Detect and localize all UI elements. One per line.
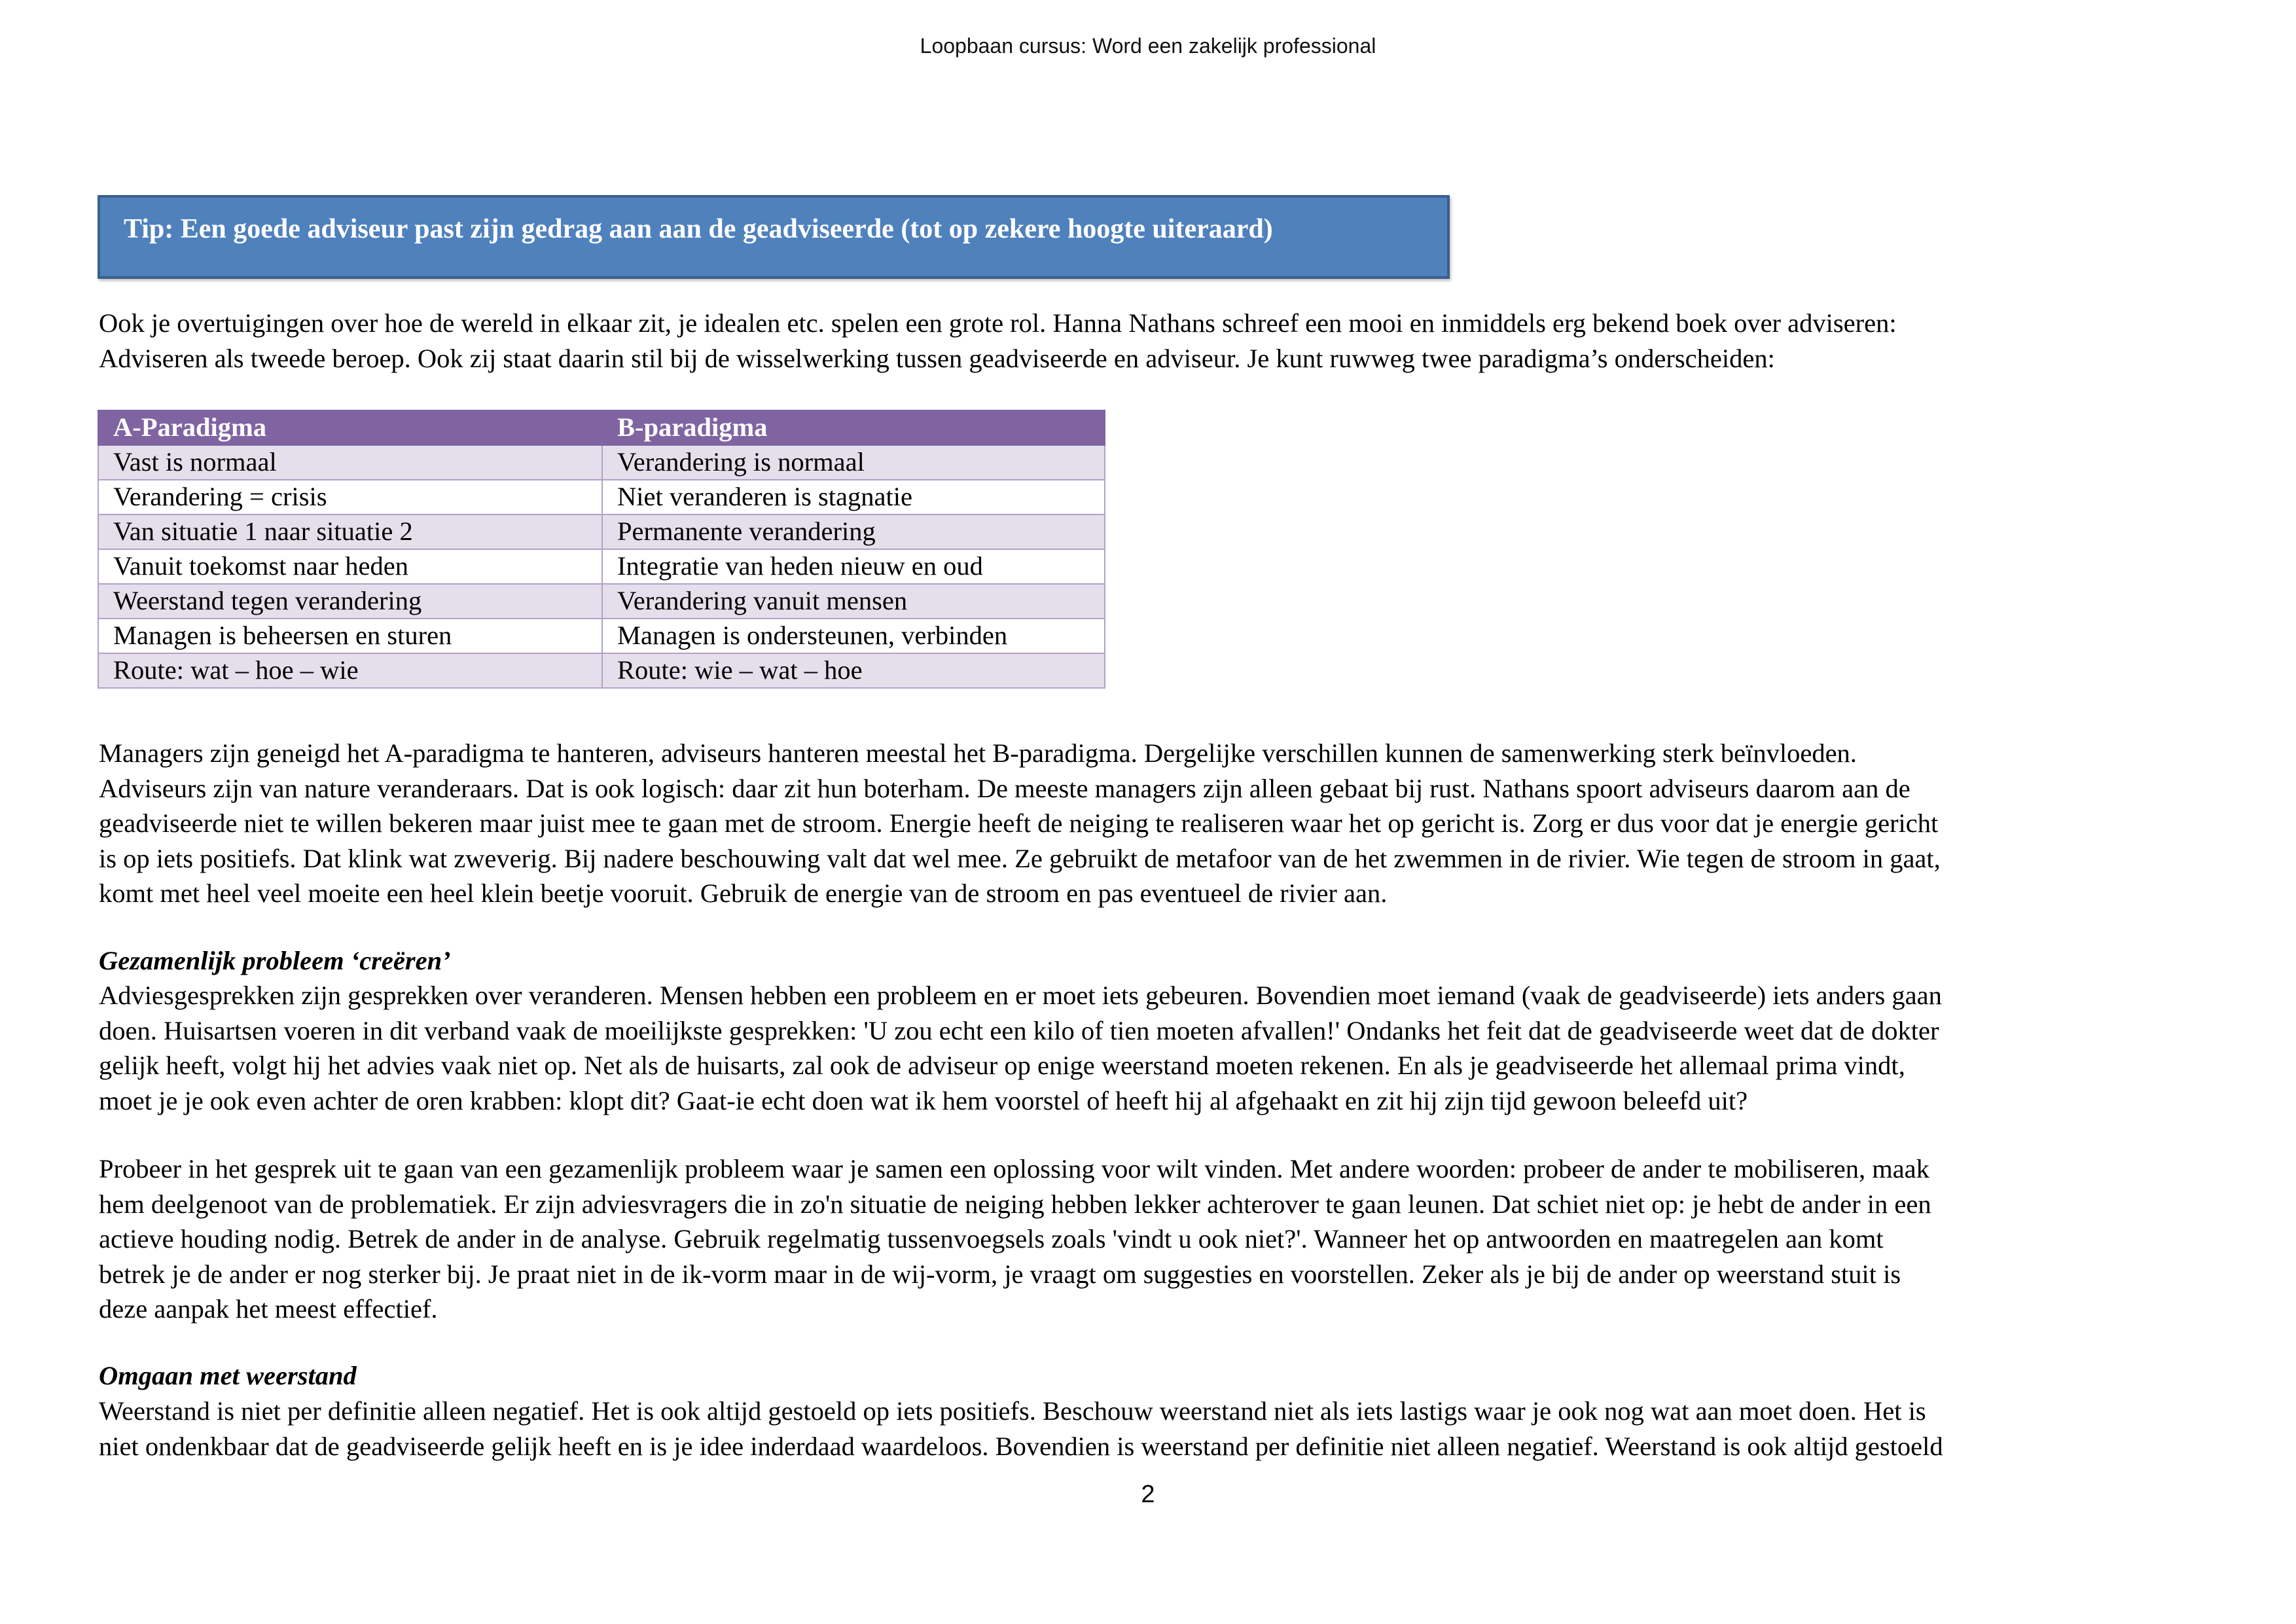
- section-heading: Omgaan met weerstand: [99, 1361, 357, 1390]
- text-line: Managers zijn geneigd het A-paradigma te hanteren, adviseurs hanteren meestal het B-paradigma. Dergelijke verschillen kunnen de samenwerking sterk beïnvloeden.: [99, 738, 1857, 768]
- weerstand-paragraph: [99, 1394, 2200, 1464]
- table-row: [98, 480, 1105, 514]
- text-line: Adviesgesprekken zijn gesprekken over veranderen. Mensen hebben een probleem en er moet iets gebeuren. Bovendien moet iemand (vaak de geadviseerde) iets anders gaan: [99, 981, 1942, 1010]
- tip-box: [98, 195, 1450, 279]
- table-cell: Route: wat – hoe – wie: [98, 653, 602, 688]
- text-line: doen. Huisartsen voeren in dit verband vaak de moeilijkste gesprekken: 'U zou echt een kilo of tien moeten afvallen!' Ondanks het feit dat de geadviseerde weet dat de dokter: [99, 1015, 1939, 1045]
- advies-paragraph: [99, 978, 2200, 1118]
- table-cell: Managen is ondersteunen, verbinden: [602, 619, 1105, 653]
- text-line: actieve houding nodig. Betrek de ander in de analyse. Gebruik regelmatig tussenvoegsels zoals 'vindt u ook niet?'. Wanneer het op antwoorden en maatregelen aan komt: [99, 1224, 1884, 1254]
- table-row: [98, 549, 1105, 584]
- table-cell: Verandering vanuit mensen: [602, 584, 1105, 619]
- text-line: betrek je de ander er nog sterker bij. Je praat niet in de ik-vorm maar in de wij-vorm, je vraagt om suggesties en voorstellen. Zeker als je bij de ander op weerstand stuit is: [99, 1259, 1901, 1289]
- text-line: hem deelgenoot van de problematiek. Er zijn adviesvragers die in zo'n situatie de neiging hebben lekker achterover te gaan leunen. Dat schiet niet op: je hebt de ander in een: [99, 1189, 1931, 1219]
- table-cell: Permanente verandering: [602, 514, 1105, 549]
- table-row: [98, 445, 1105, 480]
- table-cell: Niet veranderen is stagnatie: [602, 480, 1105, 514]
- section-heading: Gezamenlijk probleem ‘creëren’: [99, 946, 451, 975]
- text-line: moet je je ook even achter de oren krabben: klopt dit? Gaat-ie echt doen wat ik hem voorstel of heeft hij al afgehaakt en zit hij zijn tijd gewoon beleefd uit?: [99, 1085, 1748, 1115]
- table-cell: Vanuit toekomst naar heden: [98, 549, 602, 584]
- intro-paragraph: [99, 306, 2200, 376]
- table-cell: Weerstand tegen verandering: [98, 584, 602, 619]
- table-header-row: [98, 410, 1105, 445]
- page-header: Loopbaan cursus: Word een zakelijk professional: [920, 34, 1376, 58]
- table-header-cell: A-Paradigma: [98, 410, 602, 445]
- table-row: [98, 653, 1105, 688]
- table-cell: Integratie van heden nieuw en oud: [602, 549, 1105, 584]
- table-header-cell: B-paradigma: [602, 410, 1105, 445]
- paradigm-table: [98, 410, 1105, 689]
- managers-paragraph: [99, 736, 2200, 911]
- text-line: gelijk heeft, volgt hij het advies vaak niet op. Net als de huisarts, zal ook de adviseur op enige weerstand moeten rekenen. En als je geadviseerde het allemaal prima vindt,: [99, 1051, 1905, 1080]
- table-cell: Verandering = crisis: [98, 480, 602, 514]
- table-cell: Van situatie 1 naar situatie 2: [98, 514, 602, 549]
- text-line: geadviseerde niet te willen bekeren maar juist mee te gaan met de stroom. Energie heeft de neiging te realiseren waar het op gericht is. Zorg er dus voor dat je energie gericht: [99, 808, 1939, 838]
- table-cell: Verandering is normaal: [602, 445, 1105, 480]
- text-line: deze aanpak het meest effectief.: [99, 1294, 438, 1324]
- table-row: [98, 584, 1105, 619]
- text-line: Adviseren als tweede beroep. Ook zij staat daarin stil bij de wisselwerking tussen geadviseerde en adviseur. Je kunt ruwweg twee paradigma’s onderscheiden:: [99, 343, 1775, 373]
- text-line: Adviseurs zijn van nature veranderaars. Dat is ook logisch: daar zit hun boterham. De meeste managers zijn alleen gebaat bij rust. Nathans spoort adviseurs daarom aan de: [99, 773, 1910, 803]
- table-row: [98, 514, 1105, 549]
- text-line: is op iets positiefs. Dat klink wat zweverig. Bij nadere beschouwing valt dat wel mee. Ze gebruikt de metafoor van de het zwemmen in de rivier. Wie tegen de stroom in gaat,: [99, 843, 1941, 873]
- text-line: Weerstand is niet per definitie alleen negatief. Het is ook altijd gestoeld op iets positiefs. Beschouw weerstand niet als iets lastigs waar je ook nog wat aan moet doen. Het is: [99, 1396, 1926, 1426]
- probeer-paragraph: [99, 1151, 2200, 1327]
- table-cell: Route: wie – wat – hoe: [602, 653, 1105, 688]
- text-line: Ook je overtuigingen over hoe de wereld in elkaar zit, je idealen etc. spelen een grote rol. Hanna Nathans schreef een mooi en inmiddels erg bekend boek over adviseren:: [99, 308, 1897, 338]
- table-row: [98, 619, 1105, 653]
- table-cell: Vast is normaal: [98, 445, 602, 480]
- text-line: komt met heel veel moeite een heel klein beetje vooruit. Gebruik de energie van de stroom en pas eventueel de rivier aan.: [99, 878, 1388, 908]
- text-line: Probeer in het gesprek uit te gaan van een gezamenlijk probleem waar je samen een oplossing voor wilt vinden. Met andere woorden: probeer de ander te mobiliseren, maak: [99, 1154, 1929, 1183]
- text-line: niet ondenkbaar dat de geadviseerde gelijk heeft en is je idee inderdaad waardeloos. Bovendien is weerstand per definitie niet alleen negatief. Weerstand is ook altijd gestoeld: [99, 1431, 1943, 1461]
- table-cell: Managen is beheersen en sturen: [98, 619, 602, 653]
- tip-text: Tip: Een goede adviseur past zijn gedrag aan aan de geadviseerde (tot op zekere hoogte uiteraard): [124, 214, 1273, 244]
- page-number: 2: [1141, 1481, 1155, 1508]
